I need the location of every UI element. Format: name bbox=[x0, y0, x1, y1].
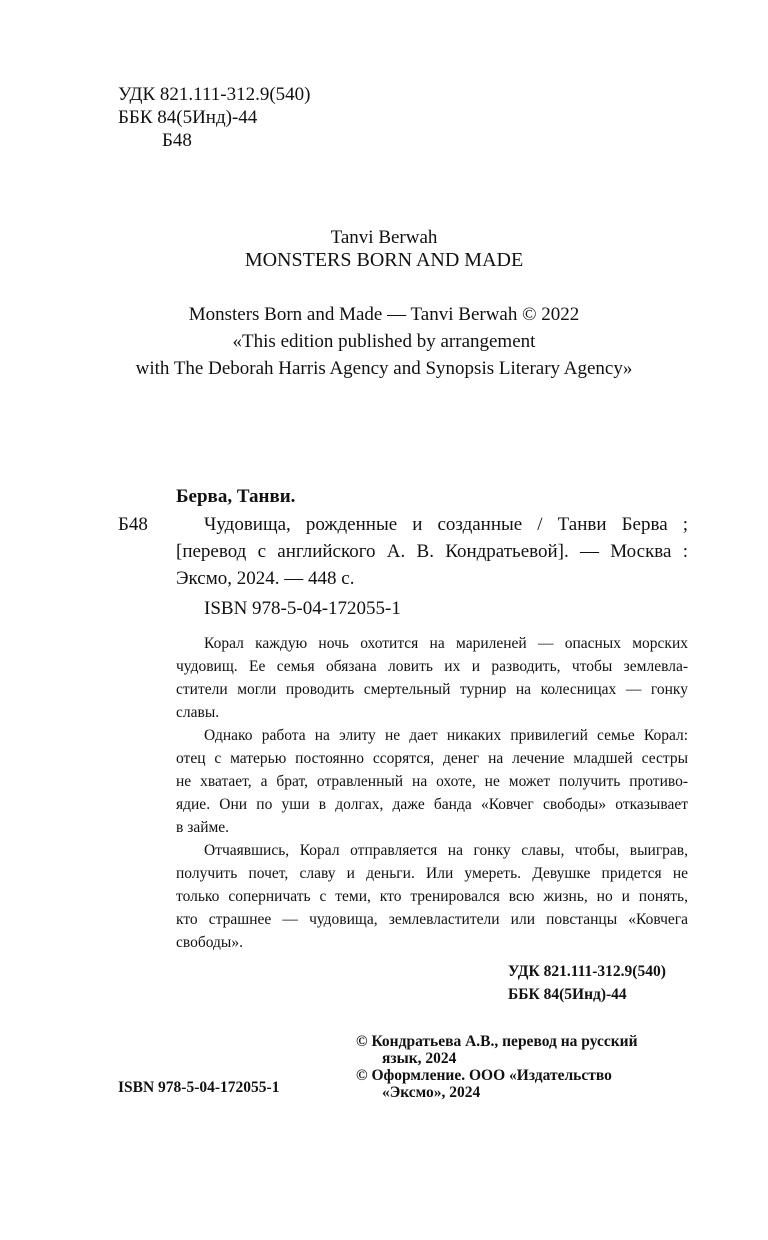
footer-bbk-code: ББК 84(5Инд)-44 bbox=[508, 986, 627, 1003]
footer-udk-code: УДК 821.111-312.9(540) bbox=[508, 963, 666, 980]
catalog-description-line-2: [перевод с английского А. В. Кондратьевой]. — Москва : bbox=[176, 541, 688, 562]
catalog-isbn: ISBN 978-5-04-172055-1 bbox=[204, 598, 401, 619]
abstract-line: в займе. bbox=[176, 819, 230, 836]
bbk-code: ББК 84(5Инд)-44 bbox=[118, 107, 258, 128]
udk-code: УДК 821.111-312.9(540) bbox=[118, 84, 311, 105]
catalog-description-line-1: Чудовища, рожденные и созданные / Танви Берва ; bbox=[204, 514, 688, 535]
original-author: Tanvi Berwah bbox=[330, 227, 438, 248]
book-abstract bbox=[176, 632, 688, 962]
abstract-line: славы. bbox=[176, 704, 220, 721]
arrangement-line-1: «This edition published by arrangement bbox=[232, 331, 536, 352]
original-copyright: Monsters Born and Made — Tanvi Berwah © 2022 bbox=[188, 304, 580, 325]
abstract-line: ядие. Они по уши в долгах, даже банда «Ковчег свободы» отказывает bbox=[176, 796, 688, 813]
abstract-line: Корал каждую ночь охотится на мариленей — опасных морских bbox=[204, 635, 688, 652]
bottom-isbn: ISBN 978-5-04-172055-1 bbox=[118, 1079, 280, 1096]
abstract-line: Отчаявшись, Корал отправляется на гонку славы, чтобы, выиграв, bbox=[204, 842, 688, 859]
abstract-line: свободы». bbox=[176, 934, 243, 951]
abstract-line: только соперничать с теми, кто тренировался всю жизнь, но и понять, bbox=[176, 888, 688, 905]
abstract-line: не хватает, а брат, отравленный на охоте, не может получить противо- bbox=[176, 773, 688, 790]
design-copyright-line-2: «Эксмо», 2024 bbox=[382, 1084, 481, 1101]
author-mark-top: Б48 bbox=[162, 130, 192, 151]
translation-copyright-line-1: © Кондратьева А.В., перевод на русский bbox=[356, 1033, 638, 1050]
abstract-line: чудовищ. Ее семья обязана ловить их и разводить, чтобы землевла- bbox=[176, 658, 688, 675]
arrangement-line-2: with The Deborah Harris Agency and Synopsis Literary Agency» bbox=[135, 358, 633, 379]
abstract-line: Однако работа на элиту не дает никаких привилегий семье Корал: bbox=[204, 727, 688, 744]
original-title: MONSTERS BORN AND MADE bbox=[244, 249, 524, 271]
abstract-line: стители могли проводить смертельный турнир на колесницах — гонку bbox=[176, 681, 688, 698]
abstract-line: отец с матерью постоянно ссорятся, денег на лечение младшей сестры bbox=[176, 750, 688, 767]
design-copyright-line-1: © Оформление. ООО «Издательство bbox=[356, 1067, 612, 1084]
abstract-paragraph bbox=[176, 839, 688, 954]
abstract-paragraph bbox=[176, 724, 688, 839]
translation-copyright-line-2: язык, 2024 bbox=[382, 1050, 457, 1067]
catalog-author-mark: Б48 bbox=[118, 514, 148, 535]
catalog-description-line-3: Эксмо, 2024. — 448 с. bbox=[176, 568, 355, 589]
abstract-line: получить почет, славу и деньги. Или умереть. Девушке придется не bbox=[176, 865, 688, 882]
catalog-heading: Берва, Танви. bbox=[176, 486, 296, 507]
abstract-line: кто страшнее — чудовища, землевластители или повстанцы «Ковчега bbox=[176, 911, 688, 928]
abstract-paragraph bbox=[176, 632, 688, 724]
